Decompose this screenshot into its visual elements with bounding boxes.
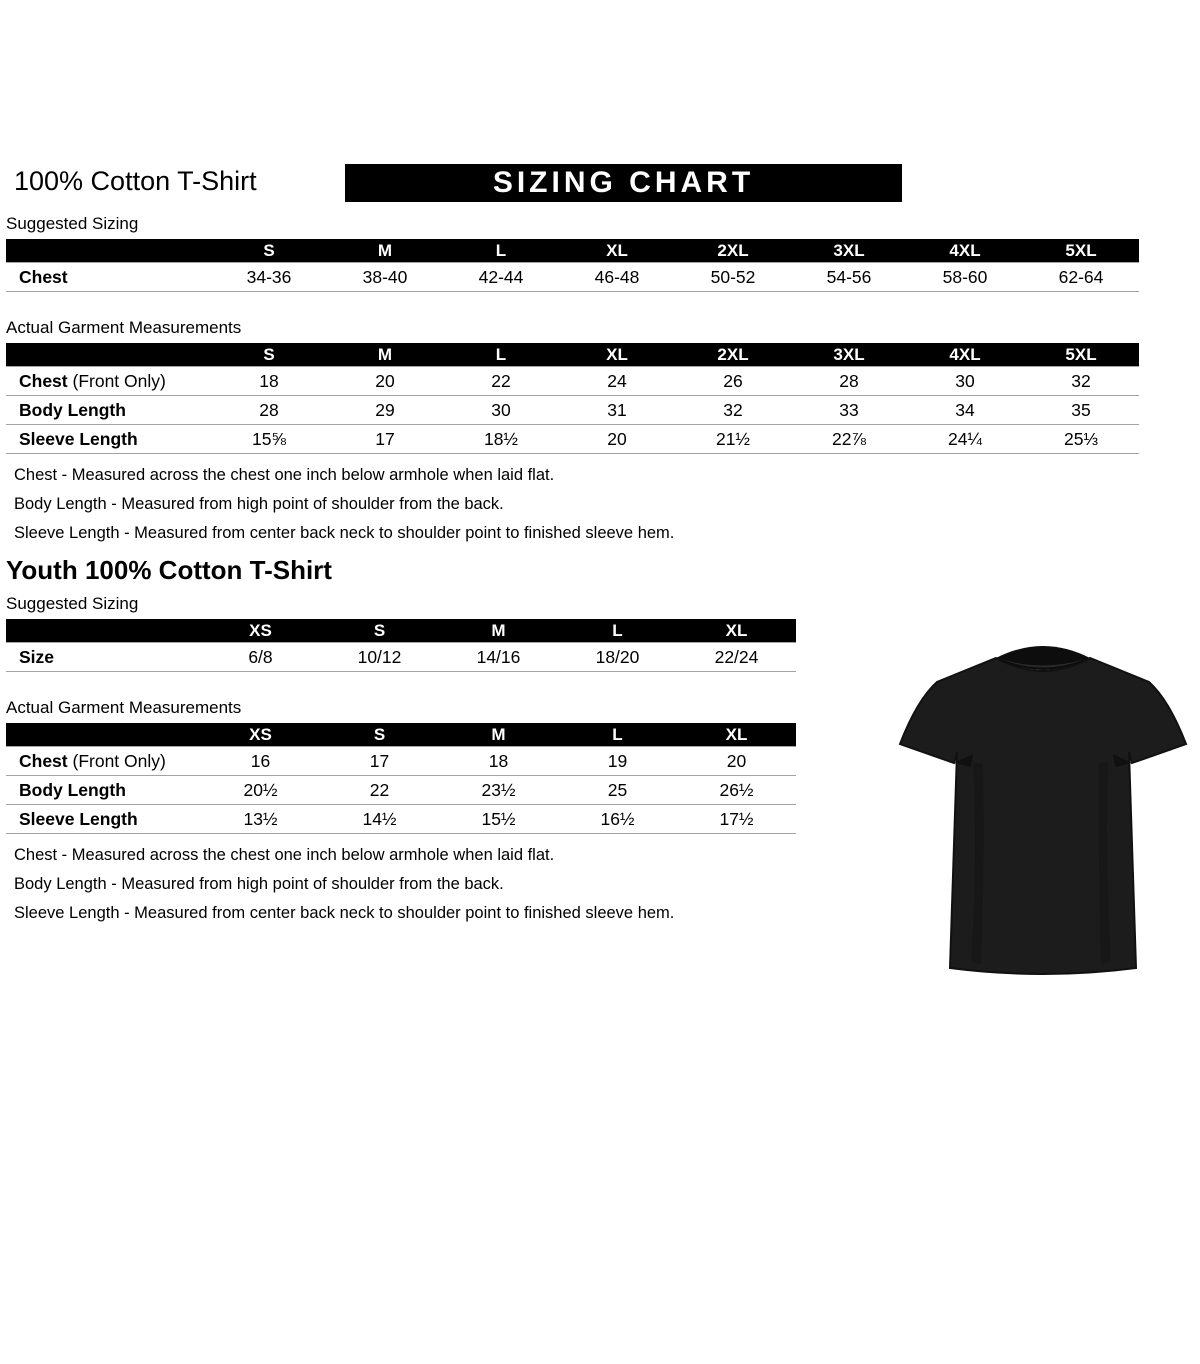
size-column-header: 5XL [1023, 343, 1139, 367]
table-row [6, 643, 796, 672]
size-value-cell: 22 [443, 367, 559, 396]
row-label [6, 425, 211, 454]
size-value-cell: 30 [907, 367, 1023, 396]
row-label-text: Chest [19, 370, 68, 391]
size-column-header: XL [677, 723, 796, 747]
header-row [0, 164, 1200, 206]
size-value-cell: 42-44 [443, 263, 559, 292]
size-column-header: M [439, 723, 558, 747]
size-value-cell: 18 [439, 747, 558, 776]
size-value-cell: 38-40 [327, 263, 443, 292]
size-value-cell: 19 [558, 747, 677, 776]
size-value-cell: 29 [327, 396, 443, 425]
size-column-header: 2XL [675, 239, 791, 263]
note-sleeve-length: Sleeve Length - Measured from center back neck to shoulder point to finished sleeve hem. [14, 524, 675, 542]
size-value-cell: 14/16 [439, 643, 558, 672]
size-value-cell: 58-60 [907, 263, 1023, 292]
size-column-header: 4XL [907, 343, 1023, 367]
size-column-header: M [439, 619, 558, 643]
size-value-cell: 30 [443, 396, 559, 425]
adult-suggested-table [6, 239, 1139, 292]
row-label [6, 263, 211, 292]
row-label-suffix: (Front Only) [67, 750, 166, 771]
table-header-row [6, 723, 796, 747]
size-value-cell: 21½ [675, 425, 791, 454]
youth-title: Youth 100% Cotton T-Shirt [6, 555, 332, 585]
size-value-cell: 22 [320, 776, 439, 805]
table-header-row [6, 239, 1139, 263]
size-column-header: XS [201, 723, 320, 747]
header-empty-cell [6, 723, 201, 747]
size-value-cell: 50-52 [675, 263, 791, 292]
size-value-cell: 17 [320, 747, 439, 776]
table-row [6, 263, 1139, 292]
size-column-header: XL [677, 619, 796, 643]
row-label-text: Sleeve Length [19, 808, 138, 829]
size-value-cell: 15½ [439, 805, 558, 834]
size-value-cell: 20 [559, 425, 675, 454]
size-value-cell: 62-64 [1023, 263, 1139, 292]
row-label-text: Body Length [19, 779, 126, 800]
size-value-cell: 31 [559, 396, 675, 425]
note-chest: Chest - Measured across the chest one inch below armhole when laid flat. [14, 466, 555, 484]
size-column-header: M [327, 343, 443, 367]
adult-measurement-notes [14, 466, 1200, 543]
youth-actual-table [6, 723, 796, 834]
size-value-cell: 17 [327, 425, 443, 454]
size-value-cell: 16½ [558, 805, 677, 834]
size-value-cell: 15⅝ [211, 425, 327, 454]
size-value-cell: 10/12 [320, 643, 439, 672]
size-column-header: S [320, 619, 439, 643]
size-value-cell: 26½ [677, 776, 796, 805]
size-column-header: 4XL [907, 239, 1023, 263]
size-value-cell: 54-56 [791, 263, 907, 292]
size-value-cell: 20½ [201, 776, 320, 805]
size-column-header: L [443, 239, 559, 263]
row-label-text: Body Length [19, 399, 126, 420]
size-value-cell: 18 [211, 367, 327, 396]
size-column-header: XS [201, 619, 320, 643]
table-header-row [6, 619, 796, 643]
size-value-cell: 22/24 [677, 643, 796, 672]
tshirt-image [893, 642, 1193, 982]
size-value-cell: 33 [791, 396, 907, 425]
size-value-cell: 6/8 [201, 643, 320, 672]
size-value-cell: 28 [211, 396, 327, 425]
size-column-header: S [211, 239, 327, 263]
size-value-cell: 23½ [439, 776, 558, 805]
size-value-cell: 32 [675, 396, 791, 425]
adult-suggested-label: Suggested Sizing [6, 214, 139, 233]
row-label-text: Chest [19, 266, 68, 287]
size-value-cell: 24 [559, 367, 675, 396]
size-value-cell: 35 [1023, 396, 1139, 425]
table-header-row [6, 343, 1139, 367]
size-value-cell: 18½ [443, 425, 559, 454]
size-value-cell: 28 [791, 367, 907, 396]
page-title: 100% Cotton T-Shirt [14, 166, 257, 196]
table-row [6, 805, 796, 834]
size-value-cell: 16 [201, 747, 320, 776]
youth-actual-label: Actual Garment Measurements [6, 698, 242, 717]
row-label-suffix: (Front Only) [67, 370, 166, 391]
header-empty-cell [6, 619, 201, 643]
size-value-cell: 22⅞ [791, 425, 907, 454]
size-column-header: 2XL [675, 343, 791, 367]
size-value-cell: 17½ [677, 805, 796, 834]
row-label [6, 805, 201, 834]
header-empty-cell [6, 239, 211, 263]
size-column-header: S [320, 723, 439, 747]
size-value-cell: 26 [675, 367, 791, 396]
size-value-cell: 13½ [201, 805, 320, 834]
row-label-text: Sleeve Length [19, 428, 138, 449]
row-label [6, 396, 211, 425]
youth-suggested-label: Suggested Sizing [6, 594, 139, 613]
note-sleeve-length: Sleeve Length - Measured from center back neck to shoulder point to finished sleeve hem. [14, 904, 675, 922]
size-value-cell: 34-36 [211, 263, 327, 292]
size-value-cell: 14½ [320, 805, 439, 834]
row-label [6, 643, 201, 672]
size-value-cell: 20 [677, 747, 796, 776]
table-row [6, 425, 1139, 454]
note-chest: Chest - Measured across the chest one inch below armhole when laid flat. [14, 846, 555, 864]
table-row [6, 776, 796, 805]
size-column-header: S [211, 343, 327, 367]
row-label [6, 776, 201, 805]
table-row [6, 747, 796, 776]
row-label [6, 367, 211, 396]
size-column-header: 3XL [791, 343, 907, 367]
note-body-length: Body Length - Measured from high point of shoulder from the back. [14, 875, 504, 893]
size-column-header: L [558, 619, 677, 643]
size-column-header: 5XL [1023, 239, 1139, 263]
tshirt-graphic [893, 642, 1193, 982]
header-empty-cell [6, 343, 211, 367]
size-value-cell: 46-48 [559, 263, 675, 292]
row-label-text: Size [19, 646, 55, 667]
size-value-cell: 18/20 [558, 643, 677, 672]
adult-actual-label: Actual Garment Measurements [6, 318, 242, 337]
row-label [6, 747, 201, 776]
size-column-header: L [443, 343, 559, 367]
size-value-cell: 25⅓ [1023, 425, 1139, 454]
size-column-header: XL [559, 343, 675, 367]
size-column-header: 3XL [791, 239, 907, 263]
size-value-cell: 32 [1023, 367, 1139, 396]
table-row [6, 367, 1139, 396]
note-body-length: Body Length - Measured from high point of shoulder from the back. [14, 495, 504, 513]
adult-actual-table [6, 343, 1139, 454]
size-value-cell: 25 [558, 776, 677, 805]
size-column-header: M [327, 239, 443, 263]
row-label-text: Chest [19, 750, 68, 771]
sizing-chart-banner: SIZING CHART [345, 164, 902, 202]
size-value-cell: 34 [907, 396, 1023, 425]
size-value-cell: 24¼ [907, 425, 1023, 454]
size-value-cell: 20 [327, 367, 443, 396]
size-column-header: L [558, 723, 677, 747]
table-row [6, 396, 1139, 425]
youth-suggested-table [6, 619, 796, 672]
size-column-header: XL [559, 239, 675, 263]
